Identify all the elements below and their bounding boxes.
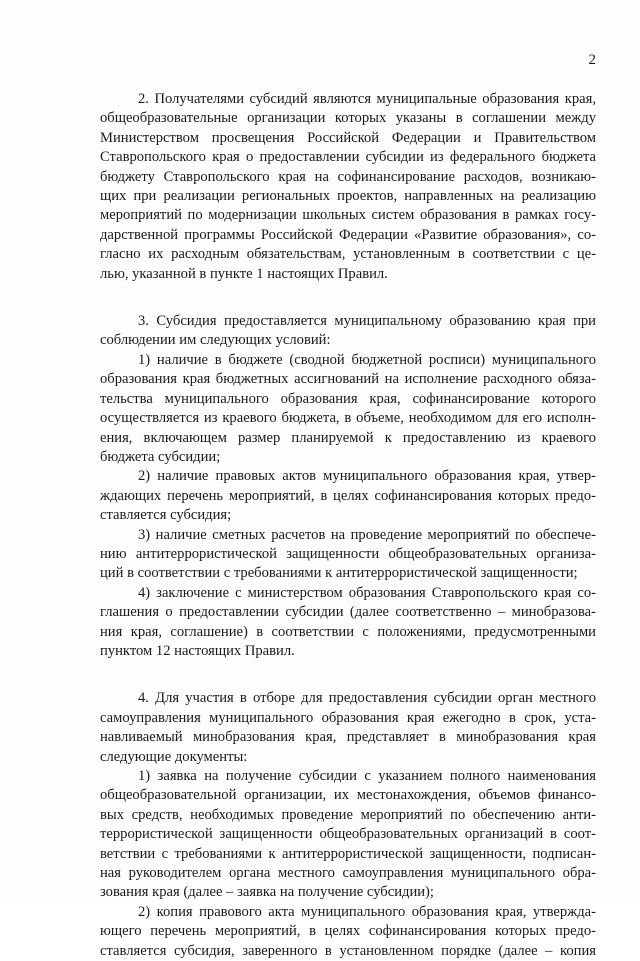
document-body (100, 90, 596, 961)
text-line: ния края, соглашение) в соответствии с положениями, предусмотренными (100, 623, 596, 640)
text-line: ций в соответствии с требованиями к антитеррористической защищенности; (100, 565, 578, 582)
text-line: вых средств, необходимых проведение мероприятий по обеспечению анти- (100, 806, 596, 823)
text-line: ставляется субсидия, заверенного в установленном порядке (далее – копия (100, 942, 596, 959)
text-line: 2) копия правового акта муниципального образования края, утвержда- (138, 903, 596, 920)
text-line: ения, включающем размер планируемой к предоставлению из краевого (100, 429, 596, 446)
text-line: 2) наличие правовых актов муниципального образования края, утвер- (138, 468, 596, 485)
paragraph-4-item-1 (100, 767, 596, 903)
text-line: ная руководителем органа местного самоуправления муниципального обра- (100, 865, 596, 882)
text-line: 1) наличие в бюджете (сводной бюджетной росписи) муниципального (138, 351, 596, 368)
paragraph-2 (100, 90, 596, 284)
text-line: дарственной программы Российской Федерации «Развитие образования», со- (100, 226, 596, 243)
text-line: самоуправления муниципального образования края ежегодно в срок, уста- (100, 709, 596, 726)
text-line: 3. Субсидия предоставляется муниципальному образованию края при (138, 313, 596, 330)
text-line: зования края (далее – заявка на получение субсидии); (100, 884, 434, 901)
text-line: 3) наличие сметных расчетов на проведение мероприятий по обеспече- (138, 526, 596, 543)
text-line: ставляется субсидия; (100, 507, 232, 524)
page-number: 2 (588, 52, 596, 68)
text-line: Министерством просвещения Российской Федерации и Правительством (100, 129, 596, 146)
text-line: 4) заключение с министерством образования Ставропольского края со- (138, 584, 596, 601)
text-line: осуществляется из краевого бюджета, в объеме, необходимом для его исполн- (100, 410, 596, 427)
paragraph-3-item-1 (100, 351, 596, 467)
text-line: бюджету Ставропольского края на софинансирование расходов, возникаю- (100, 168, 596, 185)
text-line: мероприятий по модернизации школьных систем образования в рамках госу- (100, 207, 596, 224)
paragraph-gap (100, 284, 596, 312)
text-line: ющего перечень мероприятий, в целях софинансирования которых предо- (100, 923, 596, 940)
text-line: навливаемый минобразования края, представляет в минобразования края (100, 729, 596, 746)
text-line: бюджета субсидии; (100, 448, 221, 465)
text-line: нию антитеррористической защищенности общеобразовательных организа- (100, 545, 596, 562)
text-line: 2. Получателями субсидий являются муниципальные образования края, (138, 91, 596, 107)
paragraph-3-item-2 (100, 467, 596, 525)
paragraph-4 (100, 689, 596, 767)
text-line: общеобразовательные организации которых указаны в соглашении между (100, 110, 596, 127)
text-line: ждающих перечень мероприятий, в целях софинансирования которых предо- (100, 487, 596, 504)
text-line: ветствии с требованиями к антитеррористической защищенности, подписан- (100, 845, 596, 862)
paragraph-gap (100, 661, 596, 689)
text-line: террористической защищенности общеобразовательных организаций в соот- (100, 826, 596, 843)
paragraph-4-item-2 (100, 903, 596, 961)
text-line: глашения о предоставлении субсидии (далее соответственно – минобразова- (100, 604, 596, 621)
text-line: щих при реализации региональных проектов, направленных на реализацию (100, 188, 596, 205)
text-line: пунктом 12 настоящих Правил. (100, 642, 295, 659)
text-line: образования края бюджетных ассигнований на исполнение расходного обяза- (100, 371, 596, 388)
text-line: общеобразовательной организации, их местонахождения, объемов финансо- (100, 787, 596, 804)
paragraph-3-item-3 (100, 526, 596, 584)
text-line: следующие документы: (100, 748, 248, 765)
paragraph-3 (100, 312, 596, 351)
text-line: лью, указанной в пункте 1 настоящих Правил. (100, 265, 388, 282)
text-line: тельства муниципального образования края, софинансирование которого (100, 390, 596, 407)
text-line: соблюдении им следующих условий: (100, 332, 331, 349)
text-line: 4. Для участия в отборе для предоставления субсидии орган местного (138, 690, 596, 707)
paragraph-3-item-4 (100, 584, 596, 662)
text-line: Ставропольского края о предоставлении субсидии из федерального бюджета (100, 149, 596, 166)
text-line: 1) заявка на получение субсидии с указанием полного наименования (138, 768, 596, 784)
text-line: гласно их расходным обязательствам, установленным в соответствии с це- (100, 246, 596, 263)
